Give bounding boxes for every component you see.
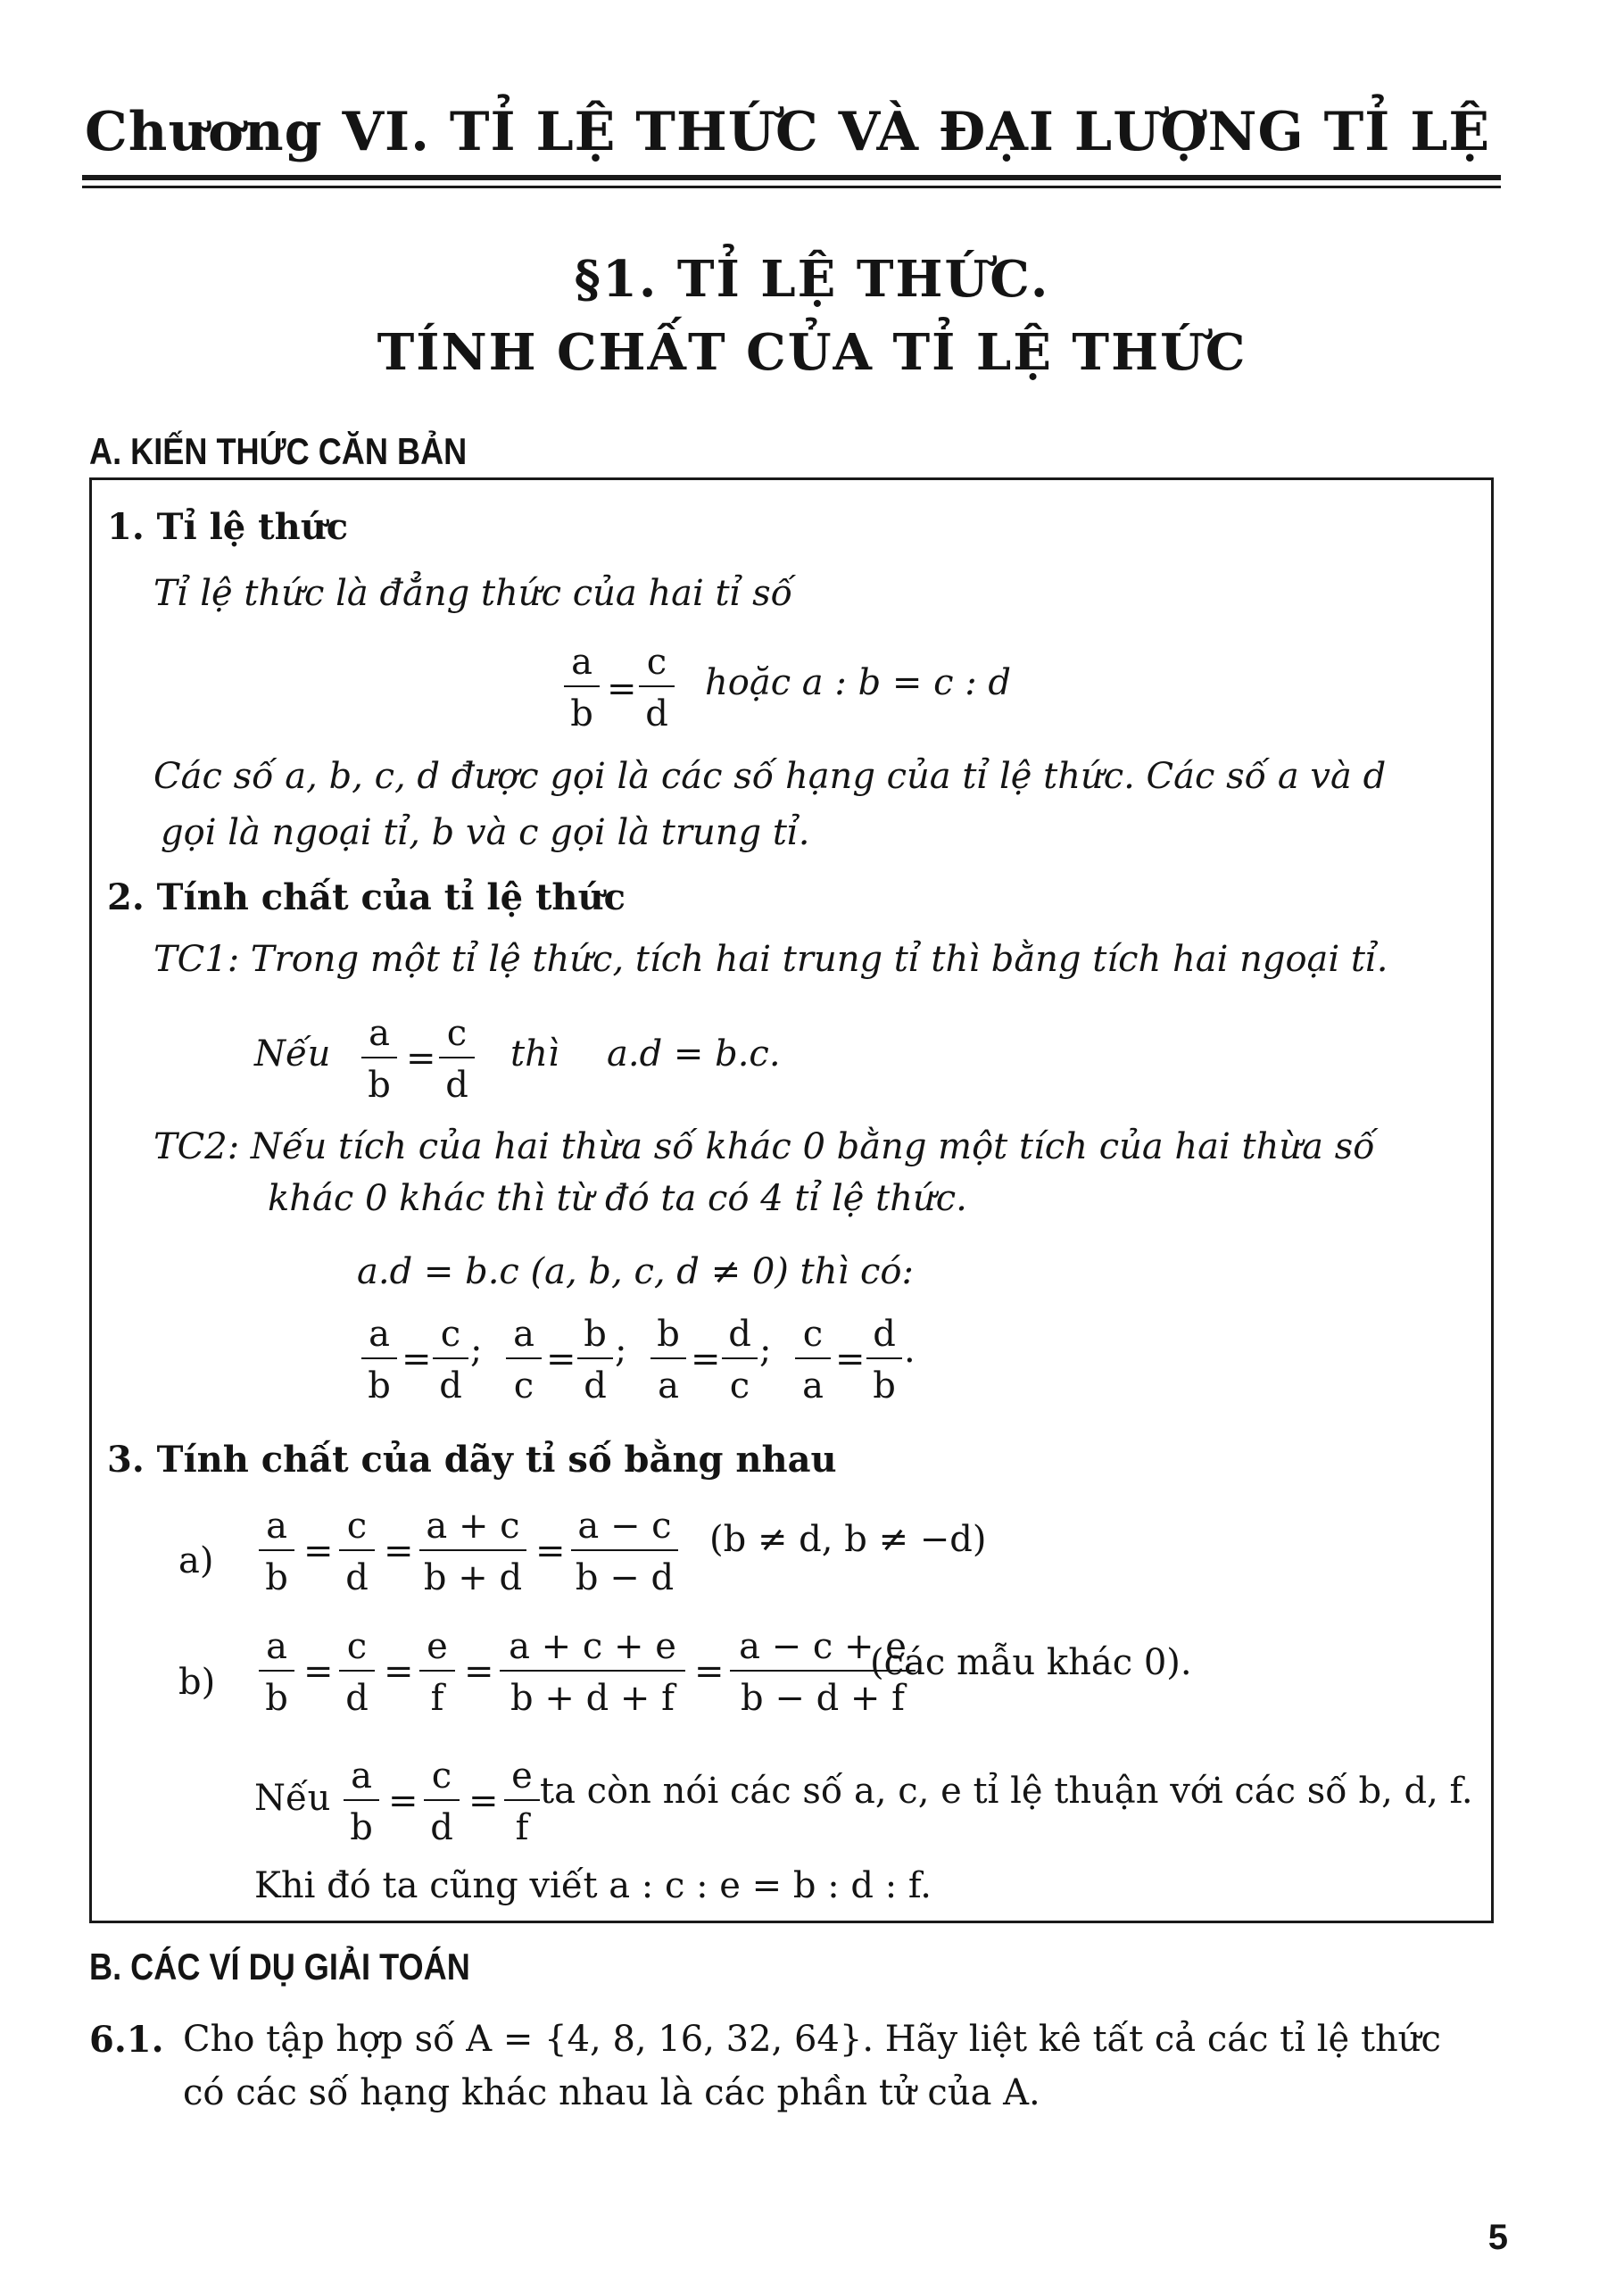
equals-sign: = bbox=[835, 1339, 866, 1380]
fraction-denominator: b bbox=[368, 1365, 391, 1407]
fraction bbox=[361, 1314, 397, 1407]
fraction-numerator: a bbox=[266, 1626, 287, 1667]
equals-sign: = bbox=[694, 1651, 725, 1692]
fraction-numerator: d bbox=[873, 1314, 896, 1355]
equals-sign: = bbox=[406, 1038, 436, 1079]
s1-note-line1: Các số a, b, c, d được gọi là các số hạng của tỉ lệ thức. Các số a và d bbox=[153, 756, 1387, 797]
s3-b-label: b) bbox=[178, 1662, 216, 1703]
s3-a-label: a) bbox=[178, 1540, 214, 1581]
fraction-denominator: b bbox=[873, 1365, 896, 1407]
equals-sign: = bbox=[388, 1780, 418, 1822]
fraction-denominator: d bbox=[439, 1365, 462, 1407]
fraction-numerator: a + c + e bbox=[509, 1626, 676, 1667]
s1-title: 1. Tỉ lệ thức bbox=[107, 506, 349, 548]
fraction bbox=[339, 1508, 375, 1596]
s1-definition: Tỉ lệ thức là đẳng thức của hai tỉ số bbox=[153, 573, 793, 614]
tc2-line2: khác 0 khác thì từ đó ta có 4 tỉ lệ thức. bbox=[268, 1178, 967, 1219]
s3-then-text: Khi đó ta cũng viết a : c : e = b : d : f. bbox=[254, 1865, 932, 1906]
fraction bbox=[424, 1755, 460, 1848]
tc1-then: thì bbox=[510, 1033, 559, 1075]
fraction-denominator: b − d bbox=[575, 1557, 675, 1598]
fraction bbox=[419, 1508, 526, 1596]
fraction bbox=[259, 1626, 294, 1719]
fraction-denominator: b + d bbox=[423, 1557, 523, 1598]
example-line1: Cho tập hợp số A = {4, 8, 16, 32, 64}. Hãy liệt kê tất cả các tỉ lệ thức bbox=[183, 2019, 1441, 2060]
example-number: 6.1. bbox=[89, 2019, 164, 2061]
s3-a-condition: (b ≠ d, b ≠ −d) bbox=[709, 1519, 987, 1560]
punctuation: . bbox=[904, 1330, 916, 1371]
fraction bbox=[419, 1626, 455, 1719]
fraction-denominator: d bbox=[430, 1807, 453, 1848]
equals-sign: = bbox=[468, 1780, 499, 1822]
fraction-denominator: b bbox=[350, 1807, 373, 1848]
chapter-rule bbox=[82, 175, 1501, 180]
fraction-numerator: a bbox=[351, 1755, 372, 1797]
part-b-heading: B. CÁC VÍ DỤ GIẢI TOÁN bbox=[89, 1946, 470, 1988]
fraction-denominator: b − d + f bbox=[741, 1678, 905, 1719]
fraction bbox=[433, 1314, 468, 1407]
fraction-denominator: f bbox=[515, 1807, 529, 1848]
fraction-numerator: c bbox=[346, 1506, 368, 1547]
fraction-denominator: f bbox=[430, 1678, 444, 1719]
equals-sign: = bbox=[607, 668, 637, 710]
fraction-numerator: a − c bbox=[577, 1506, 672, 1547]
fraction bbox=[650, 1314, 686, 1407]
punctuation: ; bbox=[470, 1330, 483, 1371]
fraction-numerator: a − c + e bbox=[739, 1626, 907, 1667]
equals-sign: = bbox=[384, 1531, 414, 1572]
fraction-numerator: c bbox=[346, 1626, 368, 1667]
fraction-numerator: a bbox=[266, 1506, 287, 1547]
tc2-line1: TC2: Nếu tích của hai thừa số khác 0 bằng một tích của hai thừa số bbox=[153, 1126, 1375, 1167]
fraction bbox=[571, 1508, 678, 1596]
fraction bbox=[795, 1314, 831, 1407]
fraction-denominator: b bbox=[265, 1678, 288, 1719]
equals-sign: = bbox=[464, 1651, 494, 1692]
fraction bbox=[506, 1314, 542, 1407]
fraction bbox=[866, 1314, 902, 1407]
fraction-numerator: d bbox=[728, 1314, 751, 1355]
fraction bbox=[577, 1314, 613, 1407]
fraction-numerator: c bbox=[802, 1314, 824, 1355]
fraction-denominator: a bbox=[658, 1365, 679, 1407]
section-title-line1: §1. TỈ LỆ THỨC. bbox=[574, 250, 1050, 309]
fraction-denominator: b bbox=[265, 1557, 288, 1598]
chapter-rule-thin bbox=[82, 186, 1501, 188]
tc1-text: TC1: Trong một tỉ lệ thức, tích hai trung tỉ thì bằng tích hai ngoại tỉ. bbox=[153, 939, 1388, 980]
tc2-condition: a.d = b.c (a, b, c, d ≠ 0) thì có: bbox=[357, 1251, 914, 1292]
equals-sign: = bbox=[384, 1651, 414, 1692]
section-title-line2: TÍNH CHẤT CỦA TỈ LỆ THỨC bbox=[377, 323, 1247, 382]
s3-title: 3. Tính chất của dãy tỉ số bằng nhau bbox=[107, 1439, 837, 1481]
fraction-denominator: d bbox=[345, 1678, 369, 1719]
fraction-numerator: c bbox=[440, 1314, 461, 1355]
fraction-denominator: b + d + f bbox=[510, 1678, 675, 1719]
s3-b-condition: (các mẫu khác 0). bbox=[870, 1642, 1192, 1683]
fraction-denominator: c bbox=[513, 1365, 534, 1407]
equals-sign: = bbox=[691, 1339, 721, 1380]
fraction-numerator: c bbox=[431, 1755, 452, 1797]
fraction bbox=[344, 1755, 379, 1848]
equals-sign: = bbox=[546, 1339, 576, 1380]
fraction-denominator: a bbox=[802, 1365, 824, 1407]
equals-sign: = bbox=[402, 1339, 432, 1380]
fraction-numerator: b bbox=[584, 1314, 607, 1355]
part-a-heading: A. KIẾN THỨC CĂN BẢN bbox=[89, 430, 468, 472]
fraction-denominator: c bbox=[729, 1365, 750, 1407]
s3-if-text: ta còn nói các số a, c, e tỉ lệ thuận với các số b, d, f. bbox=[540, 1771, 1473, 1812]
s2-title: 2. Tính chất của tỉ lệ thức bbox=[107, 876, 626, 918]
fraction: a b bbox=[564, 644, 600, 732]
tc1-result: a.d = b.c. bbox=[607, 1033, 781, 1075]
fraction: a b bbox=[361, 1016, 397, 1103]
punctuation: ; bbox=[759, 1330, 772, 1371]
fraction bbox=[339, 1626, 375, 1719]
s1-note-line2: gọi là ngoại tỉ, b và c gọi là trung tỉ. bbox=[161, 812, 810, 853]
page-number: 5 bbox=[1487, 2218, 1508, 2257]
fraction-numerator: e bbox=[427, 1626, 448, 1667]
equals-sign: = bbox=[303, 1531, 334, 1572]
fraction-numerator: a bbox=[513, 1314, 534, 1355]
equals-sign: = bbox=[535, 1531, 566, 1572]
s1-alt-notation: hoặc a : b = c : d bbox=[705, 662, 1012, 703]
fraction bbox=[259, 1508, 294, 1596]
fraction-numerator: e bbox=[511, 1755, 533, 1797]
punctuation: ; bbox=[615, 1330, 627, 1371]
fraction bbox=[504, 1755, 540, 1848]
fraction bbox=[722, 1314, 758, 1407]
fraction-denominator: d bbox=[584, 1365, 607, 1407]
fraction-denominator: d bbox=[345, 1557, 369, 1598]
fraction: c d bbox=[439, 1016, 475, 1103]
example-line2: có các số hạng khác nhau là các phần tử của A. bbox=[183, 2072, 1040, 2113]
tc1-if: Nếu bbox=[254, 1033, 331, 1075]
chapter-title: Chương VI. TỈ LỆ THỨC VÀ ĐẠI LƯỢNG TỈ LỆ bbox=[85, 101, 1491, 163]
s3-if-label: Nếu bbox=[254, 1778, 331, 1819]
equals-sign: = bbox=[303, 1651, 334, 1692]
fraction: c d bbox=[639, 644, 675, 732]
fraction-numerator: a + c bbox=[426, 1506, 520, 1547]
fraction bbox=[500, 1626, 685, 1719]
fraction-numerator: b bbox=[657, 1314, 680, 1355]
fraction-numerator: a bbox=[369, 1314, 390, 1355]
